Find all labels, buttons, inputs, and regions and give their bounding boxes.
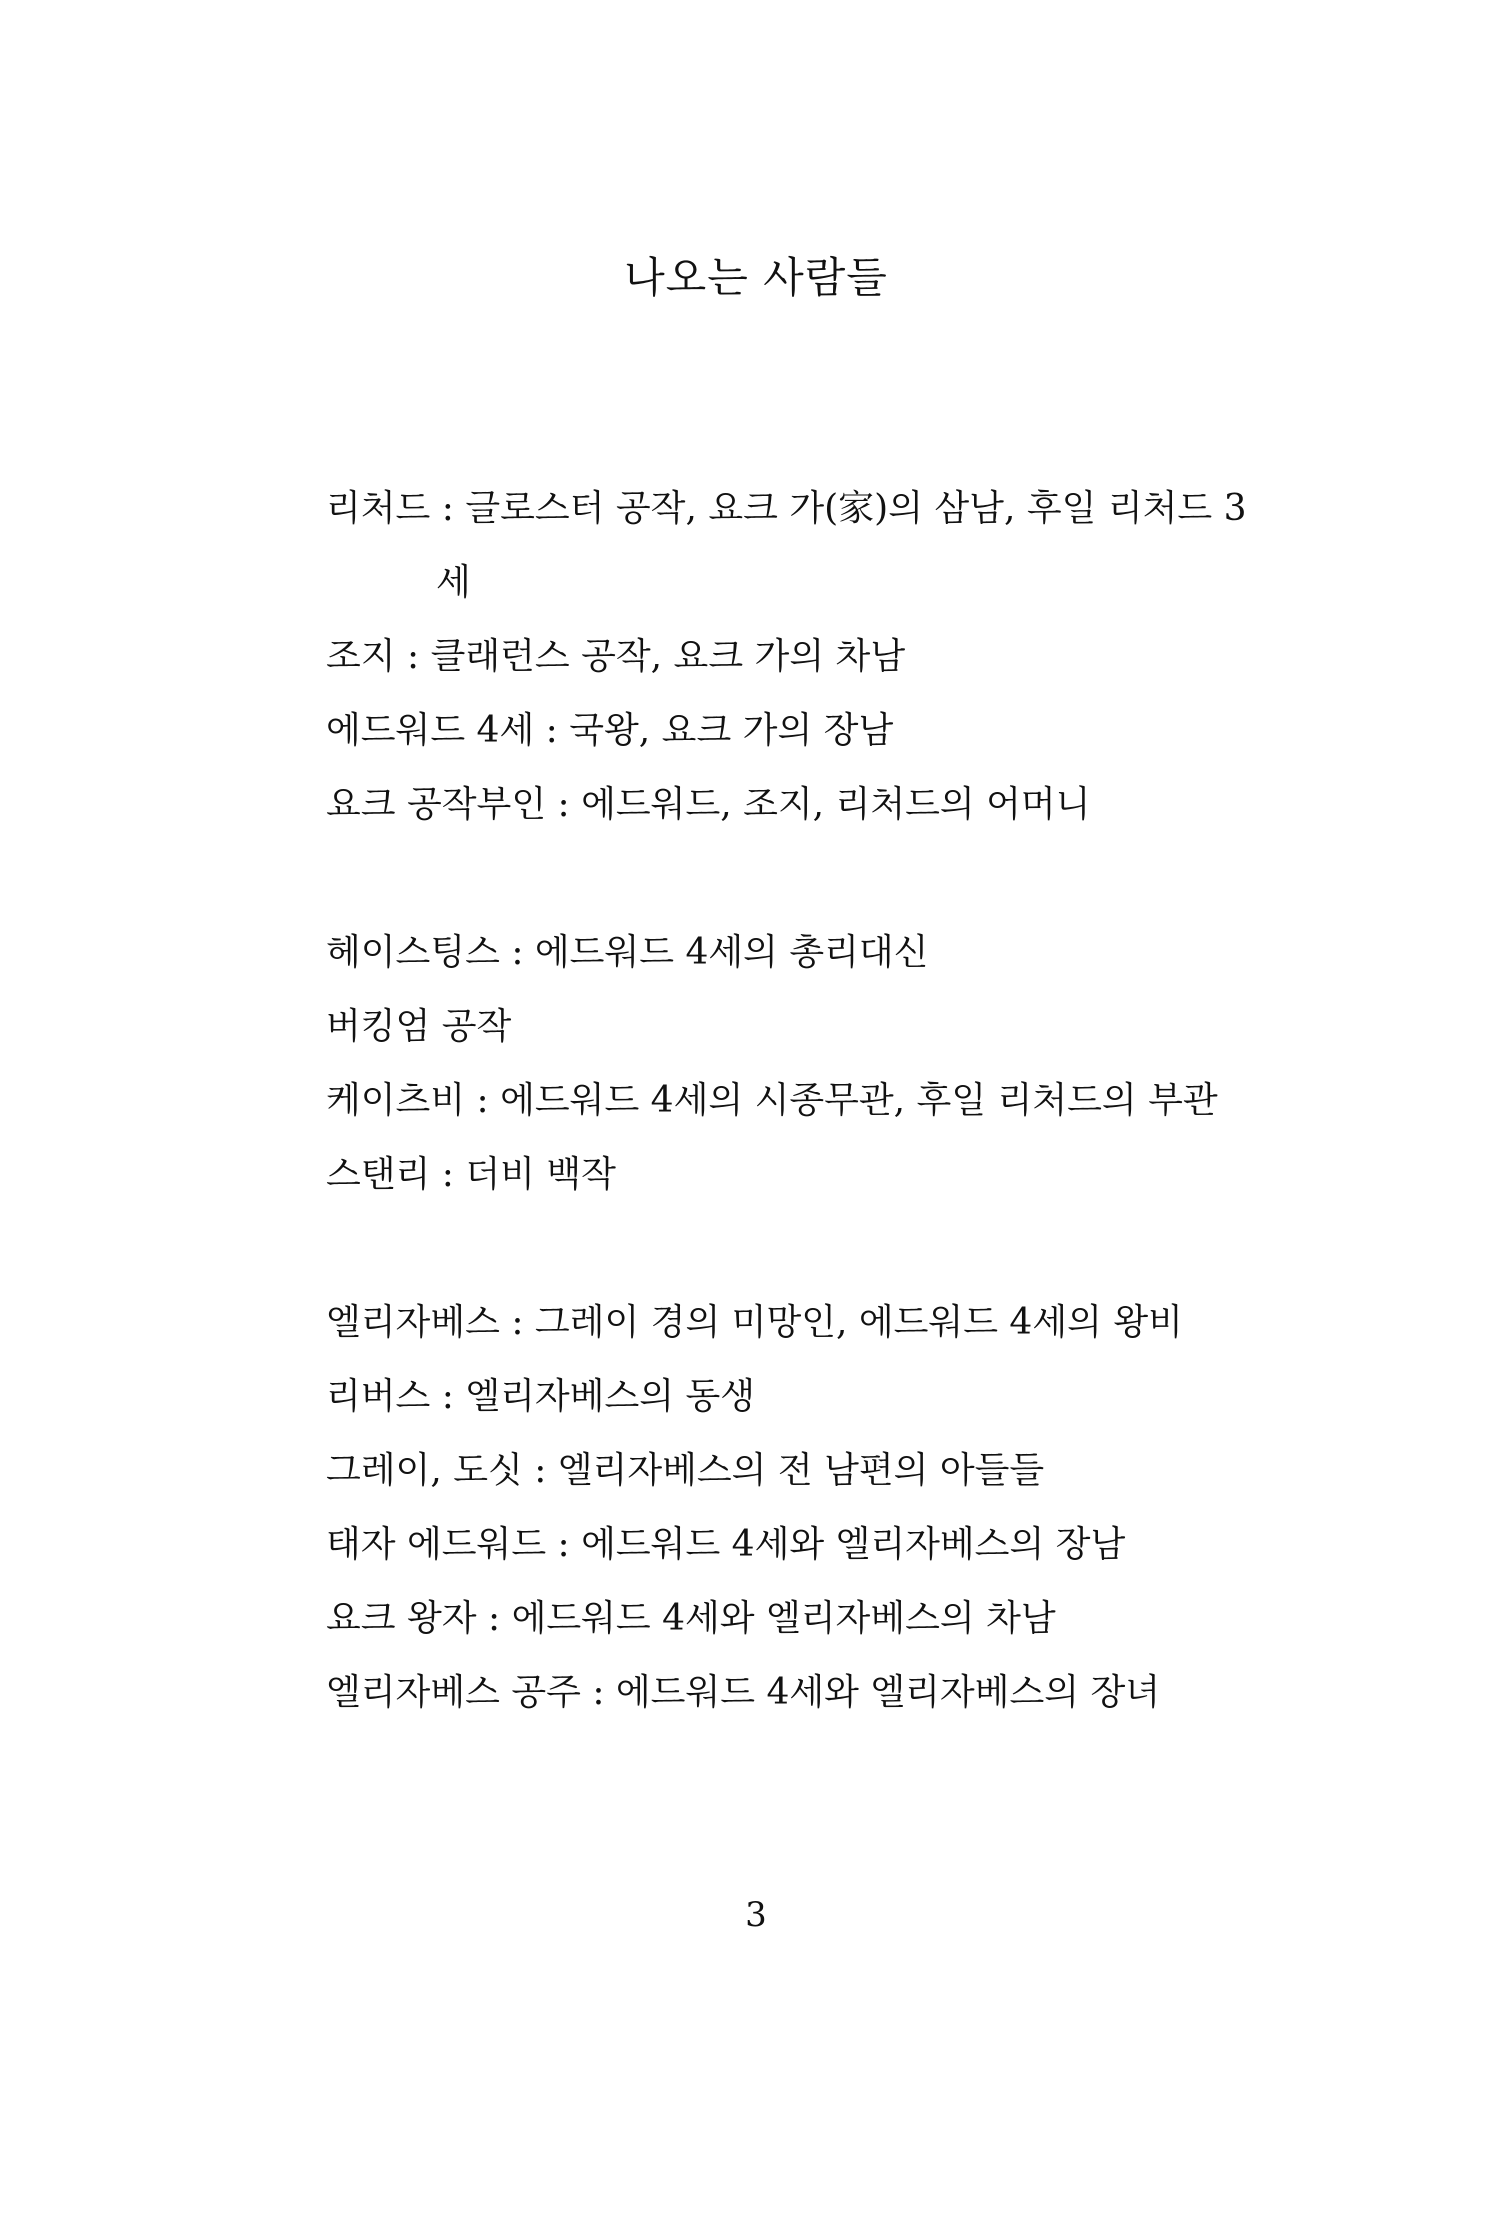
cast-entry-elizabeth: 엘리자베스 : 그레이 경의 미망인, 에드워드 4세의 왕비 [326,1302,1183,1343]
cast-entry-george: 조지 : 클래런스 공작, 요크 가의 차남 [326,636,906,677]
cast-list [326,472,1276,1730]
cast-entry-catesby: 케이츠비 : 에드워드 4세의 시종무관, 후일 리처드의 부관 [326,1080,1218,1121]
cast-entry-richard-continuation: 세 [436,562,471,603]
group-spacer [326,842,1276,916]
cast-entry-hastings: 헤이스팅스 : 에드워드 4세의 총리대신 [326,932,929,973]
page-number: 3 [745,1895,767,1935]
group-spacer [326,1212,1276,1286]
cast-entry-duke-of-york: 요크 왕자 : 에드워드 4세와 엘리자베스의 차남 [326,1598,1056,1639]
cast-entry-buckingham: 버킹엄 공작 [326,1006,512,1047]
cast-entry-princess-elizabeth: 엘리자베스 공주 : 에드워드 4세와 엘리자베스의 장녀 [326,1672,1160,1713]
cast-entry-edward-iv: 에드워드 4세 : 국왕, 요크 가의 장남 [326,710,894,751]
cast-entry-stanley: 스탠리 : 더비 백작 [326,1154,616,1195]
cast-entry-rivers: 리버스 : 엘리자베스의 동생 [326,1376,755,1417]
cast-entry-prince-edward: 태자 에드워드 : 에드워드 4세와 엘리자베스의 장남 [326,1524,1126,1565]
page-title: 나오는 사람들 [624,253,888,302]
cast-entry-richard: 리처드 : 글로스터 공작, 요크 가(家)의 삼남, 후일 리처드 3 [326,488,1247,529]
cast-entry-grey-dorset: 그레이, 도싯 : 엘리자베스의 전 남편의 아들들 [326,1450,1045,1491]
cast-entry-duchess-of-york: 요크 공작부인 : 에드워드, 조지, 리처드의 어머니 [326,784,1091,825]
